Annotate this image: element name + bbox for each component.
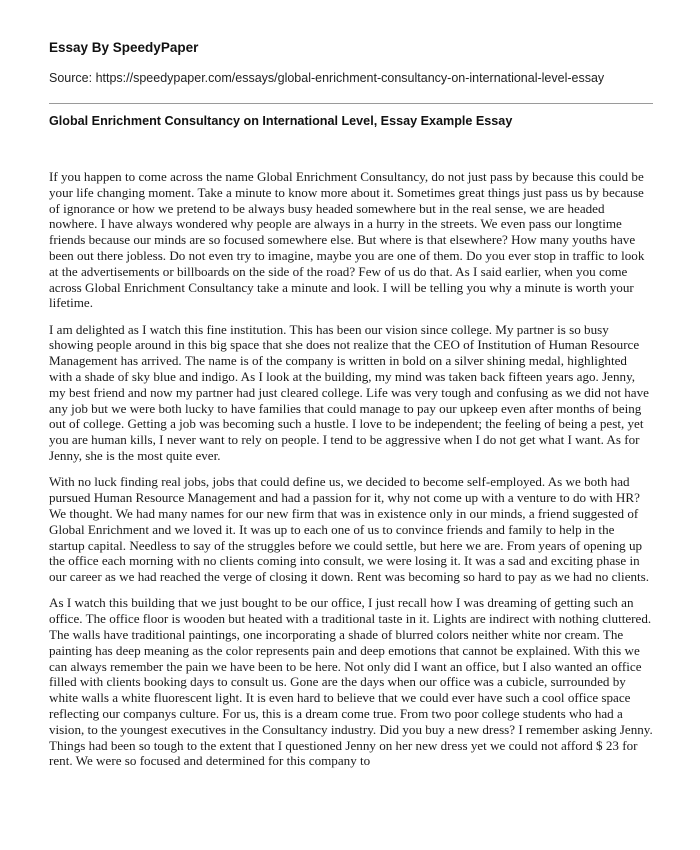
essay-title: Global Enrichment Consultancy on International Level, Essay Example Essay bbox=[49, 114, 513, 128]
paragraph: As I watch this building that we just bought to be our office, I just recall how I was dreaming of getting such an office. The office floor is wooden but heated with a traditional taste in it. Lights are indirect with nothing cluttered. The walls have traditional paintings, one incorporating a shade of blurred colors neither white nor cream. The painting has deep meaning as the color represents pain and deep emotions that cannot be explained. With this we can always remember the pain we have been to be here. Not only did I want an office, but I also wanted an office filled with clients booking days to consult us. Gone are the days when our office was a cubicle, surrounded by white walls a white fluorescent light. It is even hard to believe that we could ever have such a cool office space reflecting our companys culture. For us, this is a dream come true. From two poor college students who had a vision, to the youngest executives in the Consultancy industry. Did you buy a new dress? I remember asking Jenny. Things had been so tough to the extent that I questioned Jenny on her new dress yet we could not afford $ 23 for rent. We were so focused and determined for this company to bbox=[49, 595, 653, 769]
essay-body bbox=[49, 169, 653, 769]
source-url: https://speedypaper.com/essays/global-enrichment-consultancy-on-international-level-essay bbox=[95, 71, 605, 85]
paragraph: I am delighted as I watch this fine institution. This has been our vision since college. My partner is so busy showing people around in this big space that she does not realize that the CEO of Institution of Human Resource Management has arrived. The name is of the company is written in bold on a silver shining medal, highlighted with a shade of sky blue and indigo. As I look at the building, my mind was taken back fifteen years ago. Jenny, my best friend and now my partner had just cleared college. Life was very tough and confusing as we did not have any job but we were both lucky to have families that could manage to pay our upkeep even after months of being out of college. Getting a job was becoming such a hustle. I love to be independent; the feeling of being a pest, yet you are human kills, I never want to rely on people. I tend to be aggressive when I do not get what I want. As for Jenny, she is the most quite ever. bbox=[49, 321, 649, 464]
source-line bbox=[49, 71, 653, 86]
paragraph: With no luck finding real jobs, jobs that could define us, we decided to become self-employed. As we both had pursued Human Resource Management and had a passion for it, why not come up with a venture to do with HR? We thought. We had many names for our new firm that was in existence only in our minds, a friend suggested of Global Enrichment and we loved it. It was up to each one of us to convince friends and family to help in the startup capital. Needless to say of the struggles before we could settle, but here we are. From years of opening up the office each morning with no clients coming into consult, we were losing it. It was a sad and exciting phase in our career as we had reached the verge of closing it down. Rent was becoming so hard to pay as we had no clients. bbox=[49, 474, 650, 585]
header-divider bbox=[49, 103, 653, 104]
document-page bbox=[49, 40, 653, 780]
paragraph: If you happen to come across the name Global Enrichment Consultancy, do not just pass by because this could be your life changing moment. Take a minute to know more about it. Sometimes great things just pass us by because of ignorance or how we pretend to be always busy headed somewhere but in the real sense, we are headed nowhere. I have always wondered why people are always in a hurry in the streets. We even pass our longtime friends because our minds are so focused somewhere else. But where is that elsewhere? How many youths have been out there jobless. Do not even try to imagine, maybe you are one of them. Do you ever stop in traffic to look at the advertisements or billboards on the side of the road? Few of us do that. As I said earlier, when you come across Global Enrichment Consultancy take a minute and look. I will be telling you why a minute is worth your lifetime. bbox=[49, 169, 645, 311]
brand-title: Essay By SpeedyPaper bbox=[49, 40, 199, 55]
source-label: Source: bbox=[49, 71, 93, 85]
